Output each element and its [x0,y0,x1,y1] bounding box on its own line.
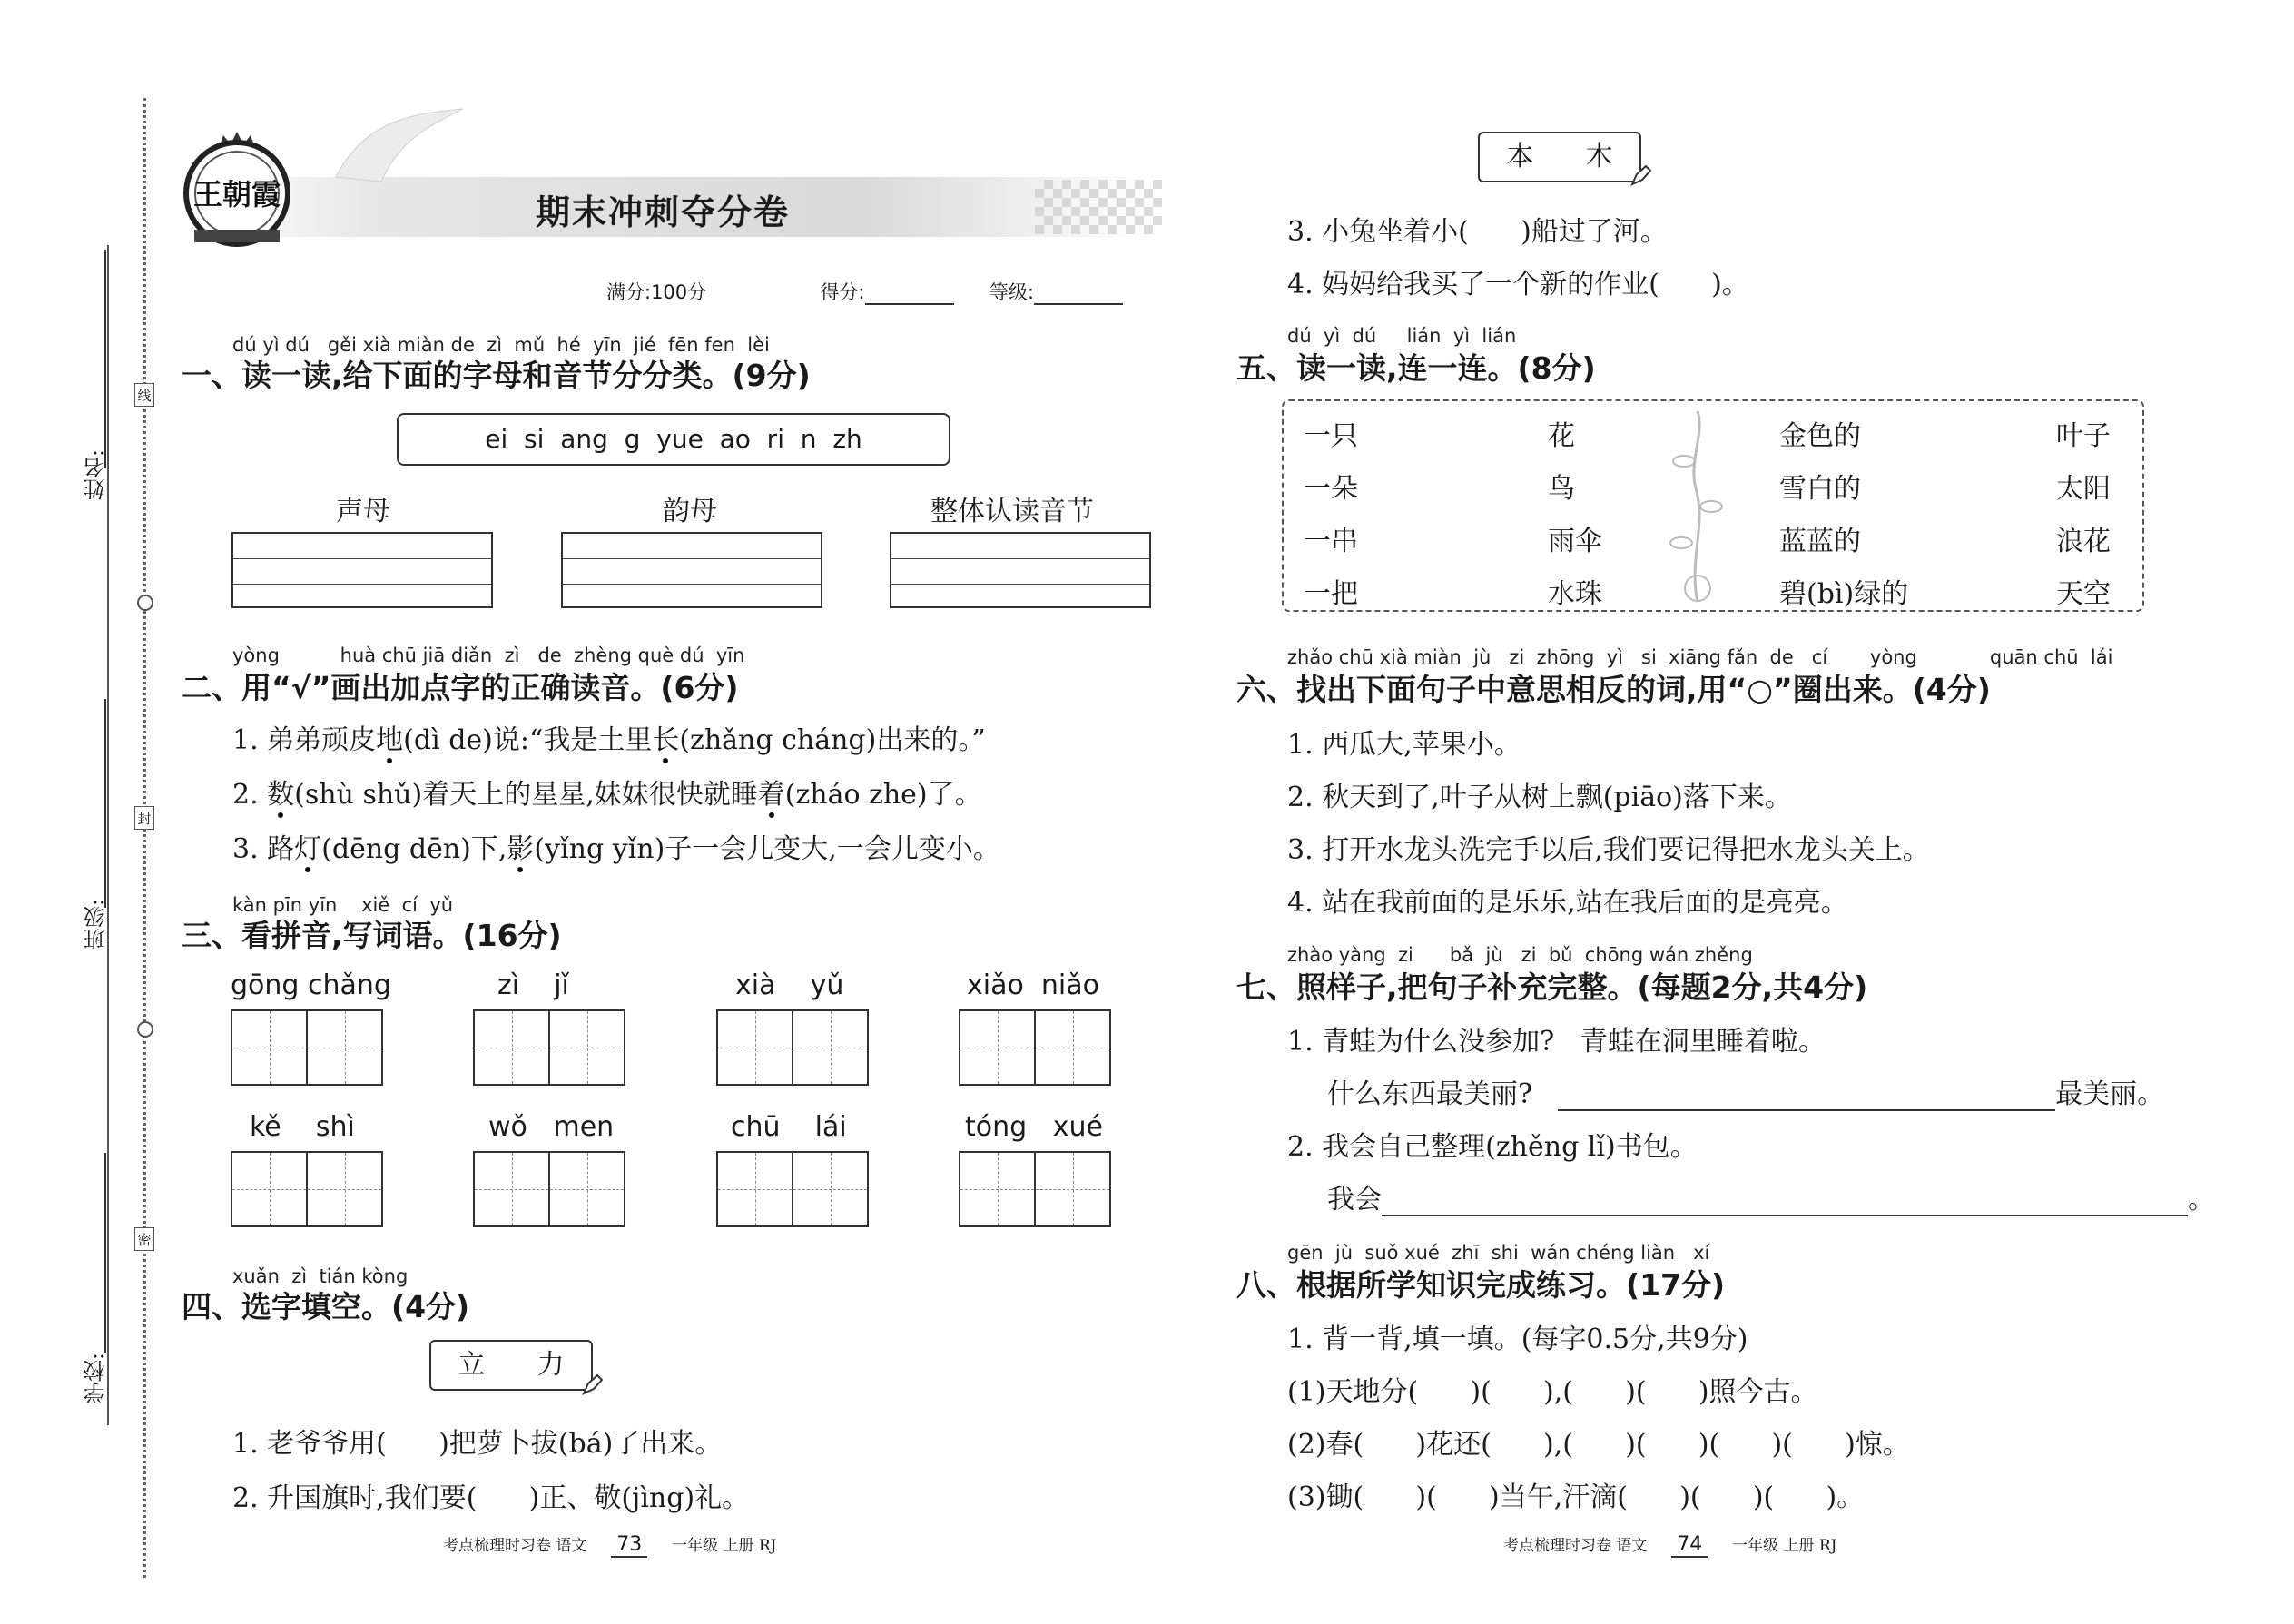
sec4-q1: 1. 老爷爷用( )把萝卜拔(bá)了出来。 [232,1428,723,1460]
school-label: 学校: [84,1353,109,1404]
name-field-line[interactable] [104,250,106,468]
choice-box-1: 立 力 [429,1340,593,1391]
noun-word[interactable]: 雨伞 [1548,526,1602,557]
sec1-title: 一、读一读,给下面的字母和音节分分类。(9分) [182,358,811,393]
object-word[interactable]: 天空 [2056,578,2111,610]
sec8-line: (2)春( )花还( ),( )( )( )( )惊。 [1287,1429,1910,1461]
sec6-line: 2. 秋天到了,叶子从树上飘(piāo)落下来。 [1287,782,1792,813]
measure-word[interactable]: 一朵 [1304,473,1358,505]
pencil-icon [581,1373,605,1396]
writing-grid[interactable] [959,1009,1111,1086]
dotted-char: 地 [376,724,404,756]
sec2-pinyin: yòng huà chū jiā diǎn zì de zhèng què dú yīn [232,645,745,666]
prompt-end: 。 [2188,1184,2215,1216]
sec6-line: 1. 西瓜大,苹果小。 [1287,729,1521,761]
name-label: 姓名: [84,449,109,501]
answer-box-yunmu[interactable] [561,532,822,608]
object-word[interactable]: 浪花 [2056,526,2111,557]
flower-vine-decoration [1661,407,1734,606]
writing-grid[interactable] [473,1009,625,1086]
grade-field[interactable] [1034,303,1123,305]
sec5-pinyin: dú yì dú lián yì lián [1287,325,1517,347]
answer-box-shengmu[interactable] [231,532,493,608]
text: (shù shǔ)着天上的星星,妹妹很快就睡 [294,779,758,811]
dotted-char: 灯 [294,833,322,865]
footer-text: 一年级 上册 RJ [672,1537,777,1555]
adjective-word[interactable]: 雪白的 [1779,473,1861,505]
sec8-line: (3)锄( )( )当午,汗滴( )( )( )。 [1287,1481,1865,1513]
sec6-title: 六、找出下面句子中意思相反的词,用“○”圈出来。(4分) [1236,672,1991,707]
dotted-char: 长 [652,724,680,756]
word-pinyin: gōng chǎng [231,969,391,1001]
category-zhengti: 整体认读音节 [930,496,1094,527]
exam-meta [606,278,1123,305]
writing-grid[interactable] [231,1009,383,1086]
score-field[interactable] [865,303,954,305]
text: 2. [232,779,268,811]
footer-left [443,1532,776,1558]
adjective-word[interactable]: 碧(bì)绿的 [1779,578,1909,610]
text: (dì de)说:“我是土里 [403,724,653,756]
sec7-title: 七、照样子,把句子补充完整。(每题2分,共4分) [1236,969,1868,1005]
sec5-title: 五、读一读,连一连。(8分) [1236,350,1596,386]
writing-grid[interactable] [473,1151,625,1227]
noun-word[interactable]: 花 [1548,420,1575,452]
sec8-line: (1)天地分( )( ),( )( )照今古。 [1287,1376,1818,1408]
sec4-q3: 3. 小兔坐着小( )船过了河。 [1287,216,1668,248]
seal-mark-feng: 封 [134,806,154,830]
word-pinyin: xià yǔ [735,969,844,1001]
checker-pattern [1035,180,1162,234]
grade-label: 等级: [989,281,1035,303]
sec7-prompt-2 [1327,1176,2215,1216]
class-label: 班级: [84,899,109,950]
dotted-char: 着 [757,779,785,811]
dotted-char: 数 [267,779,295,811]
answer-line[interactable] [1558,1080,2055,1111]
text: (zhǎng cháng)出来的。” [679,724,986,756]
text: 3. 路 [232,833,295,865]
object-word[interactable]: 太阳 [2056,473,2111,505]
measure-word[interactable]: 一只 [1304,420,1358,452]
word-pinyin: xiǎo niǎo [967,969,1099,1001]
sec2-line-3 [232,826,1000,866]
sec8-line: 1. 背一背,填一填。(每字0.5分,共9分) [1287,1324,1748,1355]
writing-grid[interactable] [716,1151,869,1227]
footer-text: 考点梳理时习卷 语文 [1503,1537,1648,1555]
writing-grid[interactable] [231,1151,383,1227]
school-field-line[interactable] [104,1153,106,1353]
letter-bank: ei si ang g yue ao ri n zh [397,413,950,466]
sec8-title: 八、根据所学知识完成练习。(17分) [1236,1267,1726,1303]
noun-word[interactable]: 鸟 [1548,473,1575,505]
brand-logo [178,123,296,250]
footer-text: 考点梳理时习卷 语文 [443,1537,587,1555]
word-pinyin: tóng xué [965,1111,1104,1143]
seal-mark-xian: 线 [134,383,154,407]
sec7-example: 1. 青蛙为什么没参加? 青蛙在洞里睡着啦。 [1287,1026,1826,1058]
ribbon-decoration [327,104,472,186]
dotted-char: 影 [507,833,535,865]
sec6-line: 4. 站在我前面的是乐乐,站在我后面的是亮亮。 [1287,887,1848,919]
footer-right [1503,1532,1836,1558]
sec7-prompt-1 [1327,1071,2164,1111]
sec4-pinyin: xuǎn zì tián kòng [232,1265,409,1287]
sec7-example-2: 2. 我会自己整理(zhěng lǐ)书包。 [1287,1131,1698,1163]
gear-icon [137,595,153,611]
category-yunmu: 韵母 [663,496,717,527]
text: (dēng dēn)下, [321,833,507,865]
page-title: 期末冲刺夺分卷 [536,192,791,232]
full-score: 满分:100分 [606,281,707,303]
word-pinyin: kě shì [250,1111,355,1143]
prompt-text: 我会 [1327,1184,1382,1216]
sec1-pinyin: dú yì dú gěi xià miàn de zì mǔ hé yīn jié fēn fen lèi [232,334,770,356]
writing-grid[interactable] [959,1151,1111,1227]
class-field-line[interactable] [104,699,106,908]
measure-word[interactable]: 一把 [1304,578,1358,610]
sec4-title: 四、选字填空。(4分) [182,1289,470,1324]
pencil-icon [1629,163,1653,187]
prompt-end: 最美丽。 [2055,1078,2165,1110]
word-pinyin: zì jǐ [497,969,569,1001]
word-pinyin: chū lái [731,1111,847,1143]
measure-word[interactable]: 一串 [1304,526,1358,557]
sec2-title: 二、用“√”画出加点字的正确读音。(6分) [182,670,739,705]
page-number: 74 [1671,1533,1708,1558]
sec7-pinyin: zhào yàng zi bǎ jù zi bǔ chōng wán zhěng [1287,944,1753,966]
score-label: 得分: [820,281,865,303]
answer-line[interactable] [1382,1186,2188,1216]
choice-box-2: 本 木 [1478,132,1641,182]
sec6-pinyin: zhǎo chū xià miàn jù zi zhōng yì si xiāng fǎn de cí yòng quān chū lái [1287,646,2113,668]
sec3-pinyin: kàn pīn yīn xiě cí yǔ [232,894,454,916]
noun-word[interactable]: 水珠 [1548,578,1602,610]
object-word[interactable]: 叶子 [2056,420,2111,452]
sec4-q2: 2. 升国旗时,我们要( )正、敬(jìng)礼。 [232,1482,750,1514]
page-number: 73 [611,1533,647,1558]
word-pinyin: wǒ men [488,1111,615,1143]
text: (zháo zhe)了。 [784,779,982,811]
sec2-line-1 [232,717,986,757]
adjective-word[interactable]: 蓝蓝的 [1779,526,1861,557]
sec4-q4: 4. 妈妈给我买了一个新的作业( )。 [1287,269,1749,300]
sec2-line-2 [232,772,982,812]
gear-icon [137,1021,153,1038]
adjective-word[interactable]: 金色的 [1779,420,1861,452]
seal-mark-mi: 密 [134,1227,154,1251]
binding-dotted-line [143,98,146,1578]
svg-text:王朝霞: 王朝霞 [192,177,281,212]
footer-text: 一年级 上册 RJ [1732,1537,1837,1555]
sec3-title: 三、看拼音,写词语。(16分) [182,918,562,953]
text: (yǐng yǐn)子一会儿变大,一会儿变小。 [534,833,1000,865]
prompt-text: 什么东西最美丽? [1327,1078,1533,1110]
sec8-pinyin: gēn jù suǒ xué zhī shi wán chéng liàn xí [1287,1242,1710,1264]
sec6-line: 3. 打开水龙头洗完手以后,我们要记得把水龙头关上。 [1287,834,1930,866]
answer-box-zhengti[interactable] [890,532,1151,608]
writing-grid[interactable] [716,1009,869,1086]
category-shengmu: 声母 [336,496,390,527]
binding-solid-line [107,245,109,1425]
text: 1. 弟弟顽皮 [232,724,377,756]
